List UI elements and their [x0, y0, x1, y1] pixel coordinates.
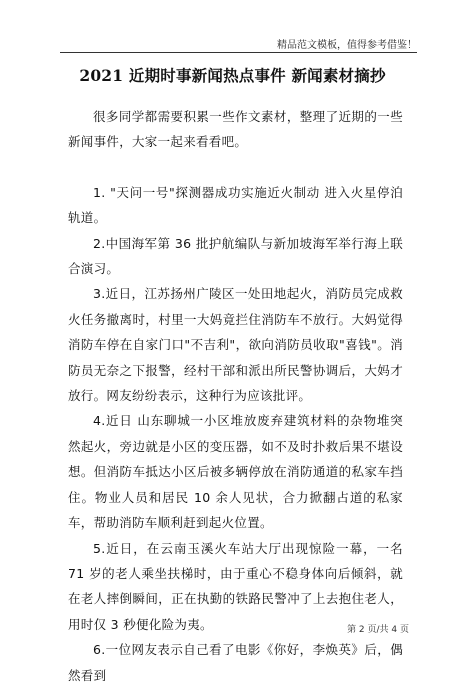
news-item-3: 3.近日，江苏扬州广陵区一处田地起火，消防员完成救火任务撤离时，村里一大妈竟拦住消防车不放行。大妈觉得消防车停在自家门口"不吉利"，欲向消防员收取"喜钱"。消防员无奈之下报警，经村干部和派出所民警协调后，大妈才放行。网友纷纷表示，这种行为应该批评。	[68, 286, 403, 404]
page-title: 2021 近期时事新闻热点事件 新闻素材摘抄	[79, 66, 386, 85]
page-number: 第 2 页/共 4 页	[347, 625, 409, 635]
intro-paragraph: 很多同学都需要积累一些作文素材，整理了近期的一些新闻事件，大家一起来看看吧。	[68, 109, 403, 150]
article-body	[68, 104, 403, 688]
news-item-6: 6.一位网友表示自己看了电影《你好，李焕英》后，偶然看到	[68, 642, 403, 683]
news-item-1: 1. "天问一号"探测器成功实施近火制动 进入火星停泊轨道。	[68, 184, 403, 226]
news-item-5: 5.近日，在云南玉溪火车站大厅出现惊险一幕，一名 71 岁的老人乘坐扶梯时，由于重心不稳身体向后倾斜，就在老人摔倒瞬间，正在执勤的铁路民警冲了上去抱住老人，用时仅 3 秒便化险为夷。	[68, 540, 403, 632]
news-item-2: 2.中国海军第 36 批护航编队与新加坡海军举行海上联合演习。	[68, 235, 403, 277]
header-divider	[60, 52, 417, 53]
news-item-4: 4.近日 山东聊城一小区堆放废弃建筑材料的杂物堆突然起火，旁边就是小区的变压器，如不及时扑救后果不堪设想。但消防车抵达小区后被多辆停放在消防通道的私家车挡住。物业人员和居民 10 余人见状，合力掀翻占道的私家车，帮助消防车顺利赶到起火位置。	[68, 413, 403, 531]
header-note: 精品范文模板，值得参考借鉴！	[277, 40, 417, 51]
